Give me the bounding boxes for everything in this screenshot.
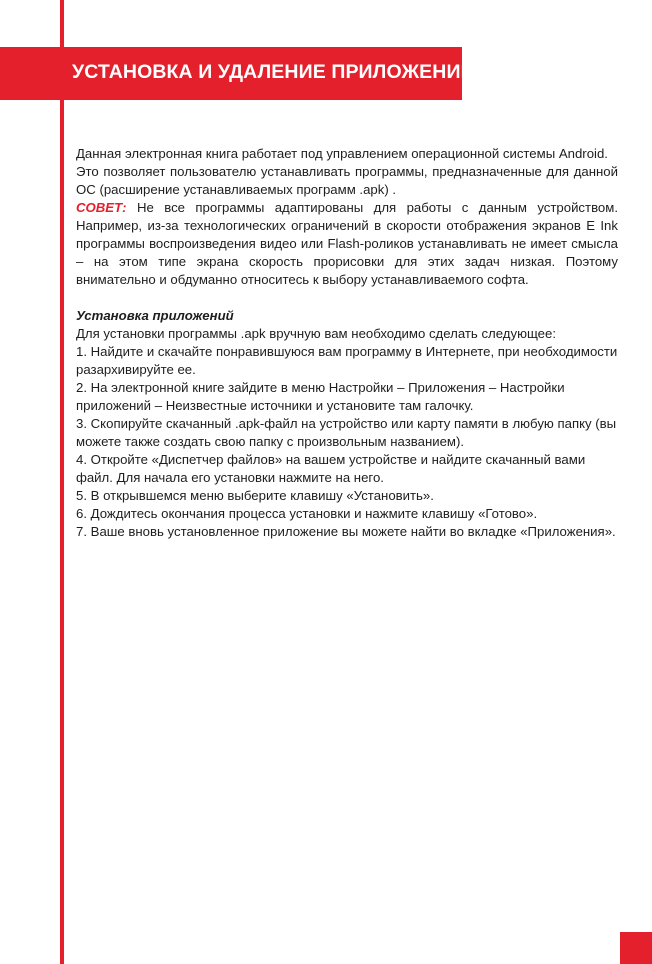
install-step: 2. На электронной книге зайдите в меню Настройки – Приложения – Настройки приложений – Неизвестные источники и установите там галочку. [76,380,565,413]
page-corner-marker [620,932,652,964]
install-step: 3. Скопируйте скачанный .apk-файл на устройство или карту памяти в любую папку (вы можете также создать свою папку с произвольным названием). [76,416,617,449]
page-content [76,145,618,541]
install-step: 6. Дождитесь окончания процесса установки и нажмите клавишу «Готово». [76,506,538,521]
intro-paragraph-2: Это позволяет пользователю устанавливать программы, предназначенные для данной ОС (расширение устанавливаемых программ .apk) . [76,164,618,197]
intro-paragraph-1: Данная электронная книга работает под управлением операционной системы Android. [76,146,608,161]
install-step: 7. Ваше вновь установленное приложение вы можете найти во вкладке «Приложения». [76,524,616,539]
tip-text: Не все программы адаптированы для работы с данным устройством. Например, из-за технологических ограничений в скорости отображения экранов E Ink программы воспроизведения видео или Flash-роликов устанавливать не имеет смысла – на этом типе экрана скорость прорисовки для этих задач низкая. Поэтому внимательно и обдуманно относитесь к выбору устанавливаемого софта. [76,200,618,287]
install-step: 1. Найдите и скачайте понравившуюся вам программу в Интернете, при необходимости разархивируйте ее. [76,344,618,377]
left-accent-rule [60,0,64,964]
section-spacer [76,289,618,307]
tip-label: СОВЕТ: [76,200,127,215]
tip-paragraph [76,199,618,289]
install-step: 4. Откройте «Диспетчер файлов» на вашем устройстве и найдите скачанный вами файл. Для начала его установки нажмите на него. [76,452,586,485]
install-step: 5. В открывшемся меню выберите клавишу «Установить». [76,488,434,503]
install-section-heading: Установка приложений [76,308,234,323]
install-lead: Для установки программы .apk вручную вам необходимо сделать следующее: [76,326,557,341]
page-title: УСТАНОВКА И УДАЛЕНИЕ ПРИЛОЖЕНИЙ [72,61,475,83]
